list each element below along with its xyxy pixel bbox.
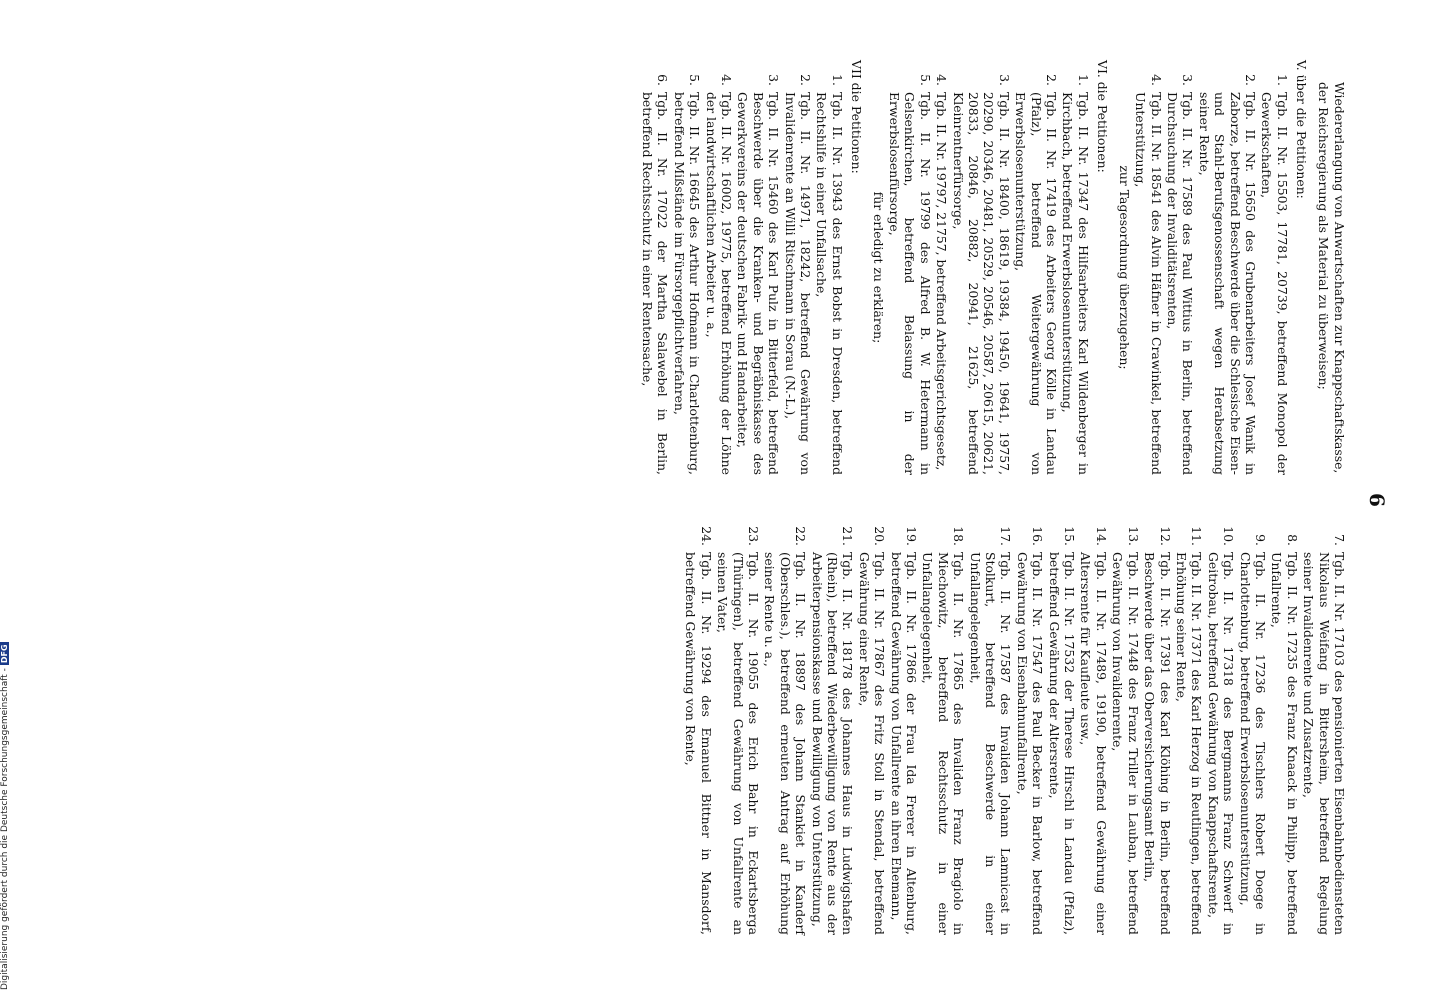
- list-item: 4. Tgb. II. Nr. 19797, 21757, betreffend Arbeitsgerichtsgesetz,: [934, 74, 950, 471]
- list-item: 3. Tgb. II. Nr. 17589 des Paul Wittius in Berlin, betreffend Durchsuchung der Invaliditätsrenten,: [1164, 74, 1196, 475]
- list-item: 2. Tgb. II. Nr. 15650 des Grubenarbeiters Josef Wanik in Zaborze, betreffend Beschwerde über die Schlesische Eisen- und Stahl-Berufsgenossenschaft wegen Herabsetzung seiner Rente,: [1196, 74, 1258, 475]
- list-item: 15. Tgb. II. Nr. 17532 der Therese Hirschl in Landau (Pfalz), betreffend Gewährung der Altersrente,: [1046, 526, 1078, 935]
- page-number: 6: [1365, 493, 1389, 507]
- list-item: 4. Tgb. II. Nr. 18541 des Alvin Häfner in Crawinkel, betreffend Unterstützung,: [1133, 74, 1164, 475]
- section-vi-heading: VI. die Petitionen:: [1095, 60, 1111, 173]
- list-item: 24. Tgb. II. Nr. 19294 des Emanuel Bittner in Mansdorf, betreffend Gewährung von Rente,: [683, 526, 714, 935]
- list-item: 7. Tgb. II. Nr. 17103 des pensionierten Eisenbahnbediensteten Nikolaus Weifang in Bittersheim, betreffend Regelung seiner Invalidenrente und Zusatzrente,: [1301, 534, 1347, 935]
- intro-text-2: der Reichsregierung als Material zu überweisen;: [1315, 82, 1331, 390]
- list-item: 5. Tgb. II. Nr. 19799 des Alfred B. W. Hetermann in Gelsenkirchen, betreffend Belassung in der Erwerbslosenfürsorge,: [887, 74, 933, 475]
- list-item: 8. Tgb. II. Nr. 17235 des Franz Knaack in Philipp, betreffend Unfallrente,: [1269, 534, 1300, 935]
- section-v-heading: V. über die Petitionen:: [1294, 60, 1310, 199]
- list-item: 18. Tgb. II. Nr. 17865 des Invaliden Franz Bragiolo in Miechowitz, betreffend Rechtsschutz in einer Unfallangelegenheit,: [920, 526, 967, 935]
- list-item: 11. Tgb. II. Nr. 17371 des Karl Herzog in Reutlingen, betreffend Erhöhung seiner Rente,: [1173, 526, 1205, 935]
- list-item: 12. Tgb. II. Nr. 17391 des Karl Klöhing in Berlin, betreffend Beschwerde über das Oberversicherungsamt Berlin,: [1142, 526, 1173, 935]
- list-item: 3. Tgb. II. Nr. 18400, 18619, 19384, 19450, 19641, 19757, 20290, 20346, 20481, 20529, 20546, 20587, 20615, 20621, 20833, 20846, 20882, 20941, 21625, betreffend Kleinrentnerfürsorge,: [950, 74, 1012, 475]
- section-vii-list: [640, 60, 845, 475]
- list-item: 5. Tgb. II. Nr. 16645 des Arthur Hofmann in Charlottenburg, betreffend Mißstände im Fürsorgepflichtverfahren,: [671, 74, 703, 475]
- list-item: 20. Tgb. II. Nr. 17867 des Fritz Stoll in Stendal, betreffend Gewährung einer Rente,: [856, 526, 888, 935]
- dfg-logo: DFG: [0, 644, 9, 664]
- credit-text: Digitalisierung gefördert durch die Deutsche Forschungsgemeinschaft -: [0, 668, 10, 990]
- intro-text: Wiedererlangung von Anwartschaften zur Knappschaftskasse,: [1332, 82, 1347, 474]
- list-item: 1. Tgb. II. Nr. 17347 des Hilfsarbeiters Karl Wildenberger in Kirchbach, betreffend Erwerbslosenunterstützung,: [1060, 74, 1091, 475]
- section-vii-heading: VII die Petitionen:: [849, 60, 865, 174]
- list-item: 1. Tgb. II. Nr. 15503, 17781, 20739, betreffend Monopol der Gewerkschaften,: [1259, 74, 1290, 475]
- digitization-credit: [2, 600, 18, 990]
- right-column: [676, 520, 1347, 935]
- list-item: 2. Tgb. II. Nr. 14971, 18242, betreffend Gewährung von Invalidenrente an Willi Ritschmann in Sorau (N.-L.),: [782, 74, 813, 475]
- list-item: 16. Tgb. II. Nr. 17547 des Paul Becker in Barlow, betreffend Gewährung von Eisenbahnunfallrente,: [1014, 526, 1046, 935]
- list-item: 22. Tgb. II. Nr. 18897 des Johann Stankiet in Kanderf (Oberschles.), betreffend erneuten Antrag auf Erhöhung seiner Rente u. a.,: [762, 526, 809, 935]
- list-item: 1. Tgb. II. Nr. 13943 des Ernst Bobst in Dresden, betreffend Rechtshilfe in einer Unfallsache,: [814, 74, 845, 475]
- list-item: 10. Tgb. II. Nr. 17318 des Bergmanns Franz Schwerf in Geitrobau, betreffend Gewährung von Knappschaftsrente,: [1205, 526, 1237, 935]
- list-item: 4. Tgb. II. Nr. 16002, 19775, betreffend Erhöhung der Löhne der landwirtschaftlichen Arbeiter u. a.,: [703, 74, 734, 475]
- list-item: 3. Tgb. II. Nr. 15460 des Karl Pulz in Bitterfeld, betreffend Beschwerde über die Kranken- und Begräbniskasse des Gewerkvereins der deutschen Fabrik- und Handarbeiter,: [735, 74, 782, 475]
- list-item: 9. Tgb. II. Nr. 17236 des Tischlers Robert Doege in Charlottenburg, betreffend Erwerbslosenunterstützung,: [1237, 534, 1268, 935]
- left-column: [639, 60, 1347, 475]
- section-v-list: [1133, 60, 1290, 475]
- list-item: 14. Tgb. II. Nr. 17489, 19190, betreffend Gewährung einer Altersrente für Kaufleute usw.,: [1078, 526, 1109, 935]
- section-vi-list: [887, 60, 1091, 475]
- section-v-closing: zur Tagesordnung überzugehen;: [1116, 165, 1132, 370]
- list-item: 2. Tgb. II. Nr. 17419 des Arbeiters Georg Kölle in Landau (Pfalz), betreffend Weitergewährung von Erwerbslosenunterstützung,: [1013, 74, 1060, 475]
- list-item: 19. Tgb. II. Nr. 17866 der Frau Ida Frerer in Altenburg, betreffend Gewährung von Unfallrente an ihren Ehemann,: [888, 526, 920, 935]
- document-page: [17, 20, 1417, 980]
- section-vi-closing: für erledigt zu erklären;: [870, 191, 886, 344]
- list-item: 21. Tgb. II. Nr. 18178 des Johannes Haus in Ludwigshafen (Rhein), betreffend Wiederbewilligung von Rente aus der Arbeiterpensionskasse und Bewilligung von Unterstützung,: [809, 526, 856, 935]
- list-item: 17. Tgb. II. Nr. 17587 des Invaliden Johann Lamnicast in Stolkurt, betreffend Beschwerde in einer Unfallangelegenheit,: [967, 526, 1014, 935]
- list-item: 23. Tgb. II. Nr. 19055 des Erich Bahr in Eckartsberga (Thüringen), betreffend Gewährung von Unfallrente an seinen Vater,: [715, 526, 761, 935]
- list-item: 6. Tgb. II. Nr. 17022 der Martha Salawebel in Berlin, betreffend Rechtsschutz in einer Rentensache,: [639, 74, 671, 475]
- list-item: 13. Tgb. II. Nr. 17448 des Franz Triller in Lauban, betreffend Gewährung von Invalidenrente,: [1110, 526, 1141, 935]
